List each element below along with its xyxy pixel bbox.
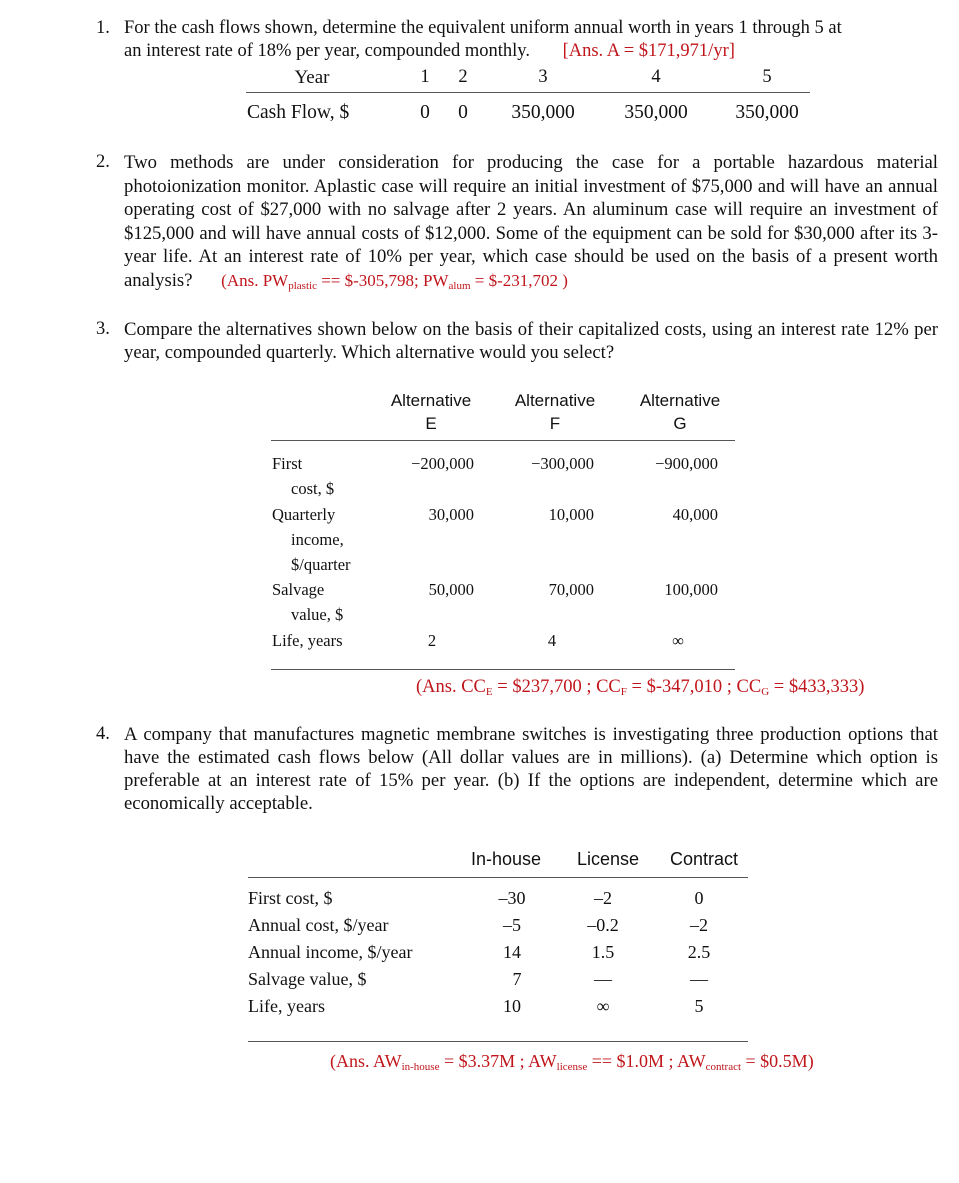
table-rule bbox=[248, 877, 748, 878]
year-cell: 5 bbox=[762, 67, 772, 87]
year-cell: 1 bbox=[420, 67, 430, 87]
table-rule bbox=[246, 92, 810, 93]
column-header: Contract bbox=[669, 849, 739, 869]
problem-line: an interest rate of 18% per year, compounded monthly. [Ans. A = $171,971/yr] bbox=[124, 41, 735, 61]
cash-flow-cell: 0 bbox=[420, 102, 430, 123]
column-header: Alternative bbox=[639, 391, 721, 410]
problem-line: For the cash flows shown, determine the equivalent uniform annual worth in years 1 through 5 at bbox=[124, 18, 842, 38]
table-rule bbox=[248, 1041, 748, 1042]
column-header: License bbox=[576, 849, 640, 869]
problem-4 bbox=[96, 723, 938, 815]
column-header: E bbox=[425, 414, 437, 433]
column-header: F bbox=[549, 414, 561, 433]
answer: (Ans. $CC_E$ = $237,700 ; $CC_F$ = $-347,010 ; $CC_G$ = $433,333) bbox=[416, 677, 865, 698]
column-header: Alternative bbox=[390, 391, 472, 410]
year-cell: 4 bbox=[651, 67, 661, 87]
problem-2 bbox=[96, 151, 938, 292]
problem-1 bbox=[96, 17, 938, 63]
column-header: Alternative bbox=[514, 391, 596, 410]
answer: [Ans. A = $171,971/yr] bbox=[562, 41, 735, 61]
year-cell: 2 bbox=[458, 67, 468, 87]
problem-text bbox=[124, 17, 938, 63]
cash-flow-cell: 350,000 bbox=[735, 102, 799, 123]
problem-number: 2. bbox=[96, 152, 110, 172]
column-header: In-house bbox=[470, 849, 542, 869]
table-rule bbox=[271, 440, 735, 441]
year-cell: 3 bbox=[538, 67, 548, 87]
row-header-cash-flow: Cash Flow, $ bbox=[247, 102, 350, 123]
problem-text: A company that manufactures magnetic membrane switches is investigating three production options that have the estimated cash flows below (All dollar values are in millions). (a) Determine which option is preferable at an interest rate of 15% per year. (b) If the options are independent, determine which are economically acceptable. bbox=[124, 724, 938, 814]
cash-flow-cell: 350,000 bbox=[511, 102, 575, 123]
problem-number: 3. bbox=[96, 319, 110, 339]
problem-text: Compare the alternatives shown below on the basis of their capitalized costs, using an interest rate 12% per year, compounded quarterly. Which alternative would you select? bbox=[124, 319, 938, 363]
problem-text: Two methods are under consideration for producing the case for a portable hazardous material photoionization monitor. Aplastic case will require an initial investment of $75,000 and will have an annual operating cost of $27,000 with no salvage after 2 years. An aluminum case will require an investment of $125,000 and will have annual costs of $12,000. Some of the equipment can be sold for $30,000 after its 3-year life. At an interest rate of 10% per year, which case should be used on the basis of a present worth analysis? (Ans. $PW_{plastic}$ == $-305,798; $PW_{alum}$ = $-231,702 ) bbox=[124, 152, 938, 292]
answer: (Ans. $AW_{in-house}$ = $3.37M ; $AW_{license}$ == $1.0M ; $AW_{contract}$ = $0.5M) bbox=[330, 1051, 814, 1073]
cash-flow-cell: 350,000 bbox=[624, 102, 688, 123]
table-rule bbox=[271, 669, 735, 670]
column-header: G bbox=[673, 414, 687, 433]
problem-3 bbox=[96, 318, 938, 364]
answer: (Ans. $PW_{plastic}$ == $-305,798; $PW_{alum}$ = $-231,702 ) bbox=[221, 270, 568, 292]
problem-number: 1. bbox=[96, 18, 110, 38]
row-header-year: Year bbox=[294, 67, 330, 88]
problem-number: 4. bbox=[96, 724, 110, 744]
cash-flow-cell: 0 bbox=[458, 102, 468, 123]
